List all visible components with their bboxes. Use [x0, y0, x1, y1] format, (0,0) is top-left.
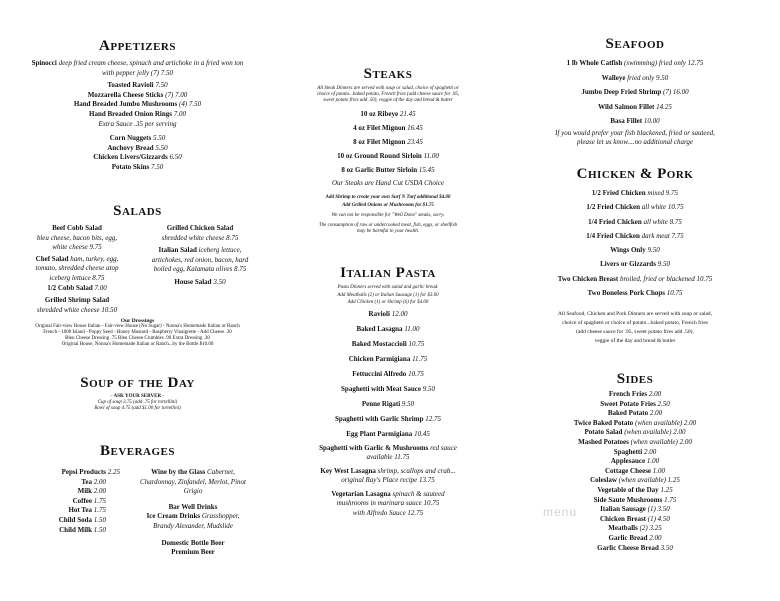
side-item: Sweet Potato Fries 2.50 — [600, 399, 670, 408]
ask-server: - ASK YOUR SERVER - — [111, 394, 164, 399]
chef-salad-item: Chef Salad ham, turkey, egg, — [35, 254, 119, 263]
chicken-pork-heading: Chicken & Pork — [576, 166, 694, 182]
side-item: Garlic Cheese Bread 3.50 — [597, 543, 673, 552]
cup-of-soup: Cup of soup 3.75 (add .75 for tortellini) — [97, 400, 178, 405]
pasta-item: Fettuccini Alfredo 10.75 — [352, 369, 424, 378]
beverage-item: Coffee 1.75 — [72, 496, 106, 505]
premium-beer: Premium Beer — [171, 548, 215, 557]
grilled-onions-note: Add Grilled Onions or Mushrooms for $1.75 — [342, 202, 434, 208]
beverage-item: Hot Tea 1.75 — [68, 506, 106, 515]
seafood-item: Wild Salmon Fillet 14.25 — [598, 102, 672, 111]
side-item: Coleslaw (when available) 1.25 — [590, 476, 680, 485]
seafood-item: 1 lb Whole Catfish (swimming) fried only 12.75 — [566, 59, 704, 67]
watermark: menu — [543, 505, 578, 519]
chicken-item: 1/2 Fried Chicken all white 10.75 — [586, 203, 684, 212]
salads-right-column — [138, 224, 262, 288]
pasta-item: Spaghetti with Meat Sauce 9.50 — [341, 384, 435, 393]
side-item: Baked Potato 2.00 — [607, 409, 663, 418]
chicken-item: 1/2 Fried Chicken mixed 9.75 — [591, 189, 679, 197]
beverage-item: Milk 2.00 — [77, 487, 106, 496]
seafood-note: If you would prefer your fish blackened, fried or sauteed, — [555, 128, 715, 137]
steak-item: 4 oz Filet Mignon 16.45 — [353, 124, 423, 132]
pasta-item: Baked Mostaccioli 10.75 — [351, 339, 425, 348]
health-warning: The consumption of raw or undercooked meat, fish, eggs, or shellfish — [318, 223, 458, 228]
chicken-item: Wings Only 9.50 — [610, 246, 660, 255]
pasta-item: Baked Lasagna 11.00 — [356, 324, 420, 333]
beverages-right-column — [118, 468, 268, 558]
pasta-item: Egg Plant Parmigiana 10.45 — [346, 429, 430, 438]
ice-cream-desc: Brandy Alexander, Mudslide — [153, 521, 233, 530]
sides-section — [505, 371, 765, 553]
chicken-item: Two Chicken Breast broiled, fried or blackened 10.75 — [557, 274, 713, 283]
seafood-item: Walleye fried only 9.50 — [601, 73, 669, 82]
half-cobb-item: 1/2 Cobb Salad 7.00 — [47, 283, 107, 292]
salads-left-column — [14, 224, 140, 315]
seafood-section — [505, 36, 765, 148]
spinocci-desc: with pepper jelly (7) 7.50 — [102, 68, 173, 77]
steaks-section — [272, 66, 504, 235]
pasta-heading: Italian Pasta — [340, 265, 436, 281]
side-item: Meatballs (2) 3.25 — [608, 524, 662, 533]
spinocci-item: Spinocci deep fried cream cheese, spinach and artichoke in a fried won ton — [31, 59, 244, 67]
beef-cobb-desc: bleu cheese, bacon bits, egg, — [36, 233, 118, 242]
usda-note: Our Steaks are Hand Cut USDA Choice — [332, 179, 444, 187]
bowl-of-soup: Bowl of soup 4.75 (add $1.00 for tortellini) — [94, 406, 181, 411]
veg-lasagna-desc: mushrooms in marinara sauce 10.75 — [336, 499, 440, 508]
steaks-intro: choice of potato...baked potato, French fries (add cheese sauce for .95, — [316, 92, 460, 97]
side-item: Twice Baked Potato (when available) 2.00 — [573, 418, 697, 427]
menu-item: Anchovy Bread 5.50 — [107, 143, 168, 152]
soup-section — [20, 375, 255, 412]
health-warning-2: may be harmful to your health. — [357, 229, 419, 234]
chicken-pork-section — [505, 166, 765, 346]
chef-salad-desc: tomato, shredded cheese atop — [35, 264, 119, 273]
pasta-item: Spaghetti with Garlic Shrimp 12.75 — [335, 414, 441, 423]
beverage-item: Child Milk 1.50 — [59, 525, 106, 534]
dressing-line: Bleu Cheese Dressing .75 Bleu Cheese Crumbles .90 Extra Dressing .30 — [65, 336, 210, 341]
menu-item: Potato Skins 7.50 — [111, 162, 164, 171]
wine-item: Wine by the Glass Cabernet, — [151, 468, 235, 476]
beverage-item: Tea 2.00 — [81, 477, 106, 486]
beef-cobb-price: white cheese 9.75 — [52, 243, 102, 252]
side-item: Cottage Cheese 1.00 — [604, 466, 666, 475]
italian-salad-price: boiled egg, Kalamata olives 8.75 — [153, 265, 247, 274]
seafood-item: Jumbo Deep Fried Shrimp (7) 16.00 — [581, 88, 689, 96]
garlic-mushroom-item: Spaghetti with Garlic & Mushrooms red sauce — [319, 443, 457, 452]
surf-turf-note: Add Shrimp to create your own Surf N Turf additional $4.00 — [325, 195, 451, 200]
dinner-note: choice of spaghetti or choice of potato...baked potato, French fries — [562, 320, 708, 327]
side-item: Spaghetti 2.00 — [613, 447, 657, 456]
soup-heading: Soup of the Day — [80, 375, 195, 391]
well-done-note: We can not be responsible for "Well Done" steaks, sorry. — [331, 213, 445, 218]
steaks-intro: sweet potato fries add .50), veggie of the day and bread & butter — [323, 98, 453, 103]
steaks-heading: Steaks — [363, 66, 413, 82]
beverages-left-column — [30, 468, 120, 535]
dinner-note: All Seafood, Chicken and Pork Dinners are served with soup or salad, — [557, 311, 713, 318]
italian-salad-desc: artichokes, red onion, bacon, hard — [151, 255, 249, 264]
seafood-item: Basa Fillet 10.00 — [610, 117, 660, 125]
chicken-item: 1/4 Fried Chicken dark meat 7.75 — [586, 231, 684, 240]
italian-salad-item: Italian Salad iceberg lettuce, — [158, 246, 242, 255]
garlic-mushroom-desc: available 11.75 — [366, 453, 410, 462]
steak-item: 8 oz Garlic Butter Sirloin 15.45 — [341, 166, 435, 174]
house-salad-item: House Salad 3.50 — [174, 277, 226, 286]
dressings-title: Our Dressings — [120, 318, 155, 324]
sides-heading: Sides — [616, 371, 654, 387]
pasta-intro: Add Meatballs (2) or Italian Sausage (1) for $3.00 — [337, 292, 439, 298]
dinner-note: veggie of the day and bread & butter — [594, 338, 676, 345]
side-item: Applesauce 1.00 — [610, 457, 660, 466]
side-item: Vegetable of the Day 1.25 — [597, 485, 673, 494]
beverage-item: Pepsi Products 2.25 — [61, 468, 120, 476]
steaks-intro: All Steak Dinners are served with soup or salad, choice of spaghetti or — [317, 86, 459, 91]
wine-desc: Chardonnay, Zinfandel, Merlot, Pinot — [140, 477, 246, 486]
side-item: Italian Sausage (1) 3.50 — [600, 505, 670, 514]
seafood-heading: Seafood — [605, 36, 665, 52]
pasta-item: Penne Rigati 9.50 — [361, 399, 415, 408]
menu-item: Hand Breaded Onion Rings 7.00 — [89, 109, 186, 118]
wine-desc-2: Grigio — [183, 487, 203, 496]
pasta-intro: Pasta Dinners served with salad and garlic bread. — [337, 285, 439, 290]
appetizers-heading: Appetizers — [99, 38, 176, 54]
key-west-item: Key West Lasagna shrimp, scallops and crab... — [320, 466, 456, 475]
veg-lasagna-item: Vegetarian Lasagna spinach & sauteed — [331, 489, 445, 498]
menu-item: Hand Breaded Jumbo Mushrooms (4) 7.50 — [73, 100, 202, 109]
beef-cobb-name: Beef Cobb Salad — [52, 224, 102, 232]
key-west-desc: original Ray's Place recipe 13.75 — [341, 476, 435, 485]
side-item: French Fries 2.00 — [608, 390, 662, 398]
bar-well-drinks: Bar Well Drinks — [168, 502, 218, 511]
pasta-item: Chicken Parmigiana 11.75 — [348, 354, 428, 363]
side-item: Potato Salad (when available) 2.00 — [584, 428, 686, 437]
grilled-shrimp-desc: shredded white cheese 10.50 — [36, 305, 118, 314]
side-item: Garlic Bread 2.00 — [608, 533, 662, 542]
seafood-note-2: please let us know....no additional charge — [576, 138, 694, 147]
side-item: Mashed Potatoes (when available) 2.00 — [578, 437, 692, 446]
steak-item: 10 oz Ground Round Sirloin 11.00 — [337, 152, 439, 160]
dressing-line: Original Fair-view House Italian - Fair-view House (No Sugar) - Nonna's Homemade Italian or Ranch — [35, 324, 240, 329]
side-item: Side Saute Mushrooms 1.75 — [593, 495, 677, 504]
chicken-item: 1/4 Fried Chicken all white 8.75 — [588, 217, 682, 226]
menu-item: Toasted Ravioli 7.50 — [107, 81, 168, 90]
chicken-item: Two Boneless Pork Chops 10.75 — [587, 289, 683, 298]
chicken-item: Livers or Gizzards 9.50 — [600, 260, 670, 269]
grilled-chicken-name: Grilled Chicken Salad — [166, 224, 234, 232]
dressings-block — [10, 318, 265, 348]
menu-item: Chicken Livers/Gizzards 6.50 — [93, 153, 182, 162]
domestic-beer: Domestic Bottle Beer — [161, 538, 225, 547]
pasta-section — [272, 265, 504, 519]
salads-heading: Salads — [113, 203, 162, 219]
veg-lasagna-desc-2: with Alfredo Sauce 12.75 — [352, 509, 424, 518]
extra-sauce-note: Extra Sauce .35 per serving — [98, 119, 177, 128]
side-item: Chicken Breast (1) 4.50 — [600, 514, 670, 523]
appetizers-section — [20, 38, 255, 173]
salads-heading-wrap — [20, 203, 255, 220]
dinner-note: (add cheese sauce for .95, sweet potato fries add .50), — [576, 329, 694, 336]
menu-item: Mozzarella Cheese Sticks (7) 7.00 — [87, 90, 188, 99]
dressing-line: Original House, Nonna's Homemade Italian or Ranch...by the Bottle $10.00 — [61, 342, 214, 347]
pasta-intro: Add Chicken (1) or Shrimp (6) for $4.00 — [347, 300, 429, 305]
pasta-item: Ravioli 12.00 — [368, 309, 408, 318]
menu-item: Corn Nuggets 5.50 — [109, 134, 166, 143]
steak-item: 10 oz Ribeye 21.45 — [360, 110, 416, 118]
chef-salad-price: iceberg lettuce 8.75 — [49, 273, 105, 282]
beverages-heading-wrap — [20, 443, 255, 460]
dressing-line: French - 1000 Island - Poppy Seed - Honey Mustard - Raspberry Vinaigrette - Add Cheese .30 — [43, 330, 232, 335]
ice-cream-item: Ice Cream Drinks Grasshopper, — [146, 512, 240, 521]
grilled-shrimp-name: Grilled Shrimp Salad — [44, 296, 110, 305]
grilled-chicken-desc: shredded white cheese 8.75 — [161, 233, 239, 242]
steak-item: 8 oz Filet Mignon 23.45 — [353, 138, 423, 146]
beverage-item: Child Soda 1.50 — [58, 515, 106, 524]
beverages-heading: Beverages — [99, 443, 176, 459]
